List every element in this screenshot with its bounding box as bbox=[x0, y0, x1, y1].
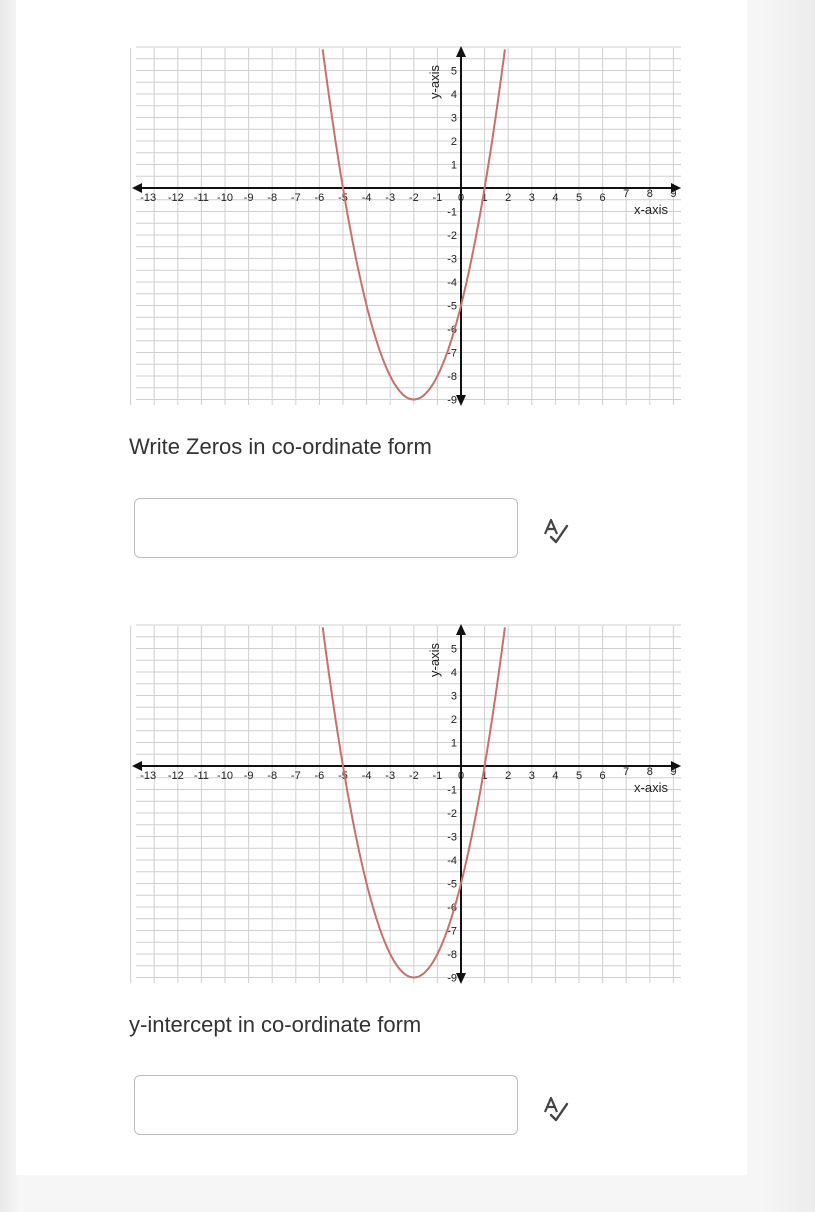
y-tick-label: 1 bbox=[450, 737, 457, 750]
x-tick-label: 9 bbox=[670, 188, 677, 200]
x-tick-label: 4 bbox=[552, 770, 559, 782]
y-intercept-answer-input[interactable] bbox=[134, 1075, 518, 1135]
x-tick-label: -6 bbox=[314, 192, 325, 204]
y-axis-arrow-down bbox=[456, 973, 466, 984]
x-axis-label: x-axis bbox=[634, 780, 668, 795]
y-tick-label: -2 bbox=[447, 230, 457, 242]
x-tick-label: -2 bbox=[408, 192, 419, 204]
x-tick-label: 5 bbox=[575, 770, 583, 782]
graph-zeros bbox=[128, 40, 688, 410]
x-tick-label: -5 bbox=[338, 192, 348, 204]
y-tick-label: 3 bbox=[450, 690, 457, 703]
y-tick-label: -4 bbox=[447, 855, 457, 867]
x-tick-label: -8 bbox=[267, 770, 278, 782]
spell-check-icon[interactable] bbox=[537, 1090, 573, 1126]
grid bbox=[131, 40, 681, 410]
x-tick-label: 2 bbox=[505, 770, 512, 782]
spell-check-icon[interactable] bbox=[537, 512, 573, 548]
x-tick-label: 4 bbox=[552, 192, 559, 204]
x-tick-label: 7 bbox=[623, 188, 630, 200]
x-tick-label: -1 bbox=[432, 770, 443, 782]
question-card bbox=[16, 0, 747, 1175]
x-tick-label: -4 bbox=[361, 770, 372, 782]
x-tick-label: 0 bbox=[457, 770, 465, 782]
y-tick-label: 3 bbox=[450, 112, 457, 125]
x-tick-label: -2 bbox=[408, 770, 419, 782]
x-tick-label: -3 bbox=[385, 192, 396, 204]
y-tick-label: -5 bbox=[447, 300, 457, 313]
x-tick-label: -9 bbox=[243, 192, 254, 204]
y-tick-label: -4 bbox=[447, 277, 457, 289]
question-prompt-zeros: Write Zeros in co-ordinate form bbox=[129, 434, 432, 459]
y-tick-label: -3 bbox=[447, 831, 457, 844]
y-tick-label: -5 bbox=[447, 878, 457, 891]
x-tick-label: 8 bbox=[646, 766, 653, 778]
x-tick-label: -4 bbox=[361, 192, 372, 204]
y-tick-label: -8 bbox=[447, 371, 457, 383]
x-tick-label: -13 bbox=[140, 192, 157, 204]
y-tick-label: 4 bbox=[450, 89, 457, 101]
y-axis-label: y-axis bbox=[427, 643, 442, 677]
y-tick-label: 4 bbox=[450, 667, 457, 679]
parabola-graph bbox=[128, 618, 688, 988]
x-tick-label: -1 bbox=[432, 192, 443, 204]
y-tick-label: -1 bbox=[447, 784, 457, 797]
x-tick-label: -7 bbox=[290, 192, 301, 204]
y-tick-label: -9 bbox=[447, 394, 457, 407]
x-tick-label: -3 bbox=[385, 770, 396, 782]
x-tick-label: 8 bbox=[646, 188, 653, 200]
y-tick-label: -3 bbox=[447, 253, 457, 266]
x-tick-label: -6 bbox=[314, 770, 325, 782]
x-axis-label: x-axis bbox=[634, 202, 668, 217]
x-tick-label: -11 bbox=[193, 192, 209, 204]
y-axis-label: y-axis bbox=[427, 65, 442, 99]
y-axis-arrow-up bbox=[456, 624, 466, 635]
x-tick-label: -13 bbox=[140, 770, 157, 782]
y-tick-label: -2 bbox=[447, 808, 457, 820]
y-tick-label: 2 bbox=[450, 714, 457, 726]
x-tick-label: 0 bbox=[457, 192, 465, 204]
x-tick-label: -12 bbox=[167, 192, 184, 204]
y-tick-label: 5 bbox=[450, 643, 457, 656]
x-tick-label: -9 bbox=[243, 770, 254, 782]
y-tick-label: -8 bbox=[447, 949, 457, 961]
graph-y-intercept bbox=[128, 618, 688, 988]
y-tick-label: 1 bbox=[450, 159, 457, 172]
x-tick-label: 3 bbox=[528, 770, 535, 782]
x-tick-label: 5 bbox=[575, 192, 583, 204]
y-tick-label: -1 bbox=[447, 206, 457, 219]
y-tick-label: -6 bbox=[447, 902, 457, 914]
x-tick-label: -12 bbox=[167, 770, 184, 782]
x-tick-label: -11 bbox=[193, 770, 209, 782]
y-tick-label: 5 bbox=[450, 65, 457, 78]
x-tick-label: 7 bbox=[623, 766, 630, 778]
x-tick-label: 6 bbox=[599, 192, 606, 204]
y-axis-arrow-down bbox=[456, 395, 466, 406]
y-tick-label: -9 bbox=[447, 972, 457, 985]
x-tick-label: -10 bbox=[217, 192, 233, 204]
parabola-graph bbox=[128, 40, 688, 410]
x-tick-label: 2 bbox=[505, 192, 512, 204]
x-tick-label: 3 bbox=[528, 192, 535, 204]
x-tick-label: 9 bbox=[670, 766, 677, 778]
y-tick-label: -7 bbox=[447, 925, 457, 938]
x-tick-label: -5 bbox=[338, 770, 348, 782]
y-tick-label: 2 bbox=[450, 136, 457, 148]
x-tick-label: 6 bbox=[599, 770, 606, 782]
zeros-answer-input[interactable] bbox=[134, 498, 518, 558]
x-tick-label: 1 bbox=[481, 192, 488, 204]
x-tick-label: -8 bbox=[267, 192, 278, 204]
y-tick-label: -6 bbox=[447, 324, 457, 336]
x-tick-label: 1 bbox=[481, 770, 488, 782]
x-tick-label: -10 bbox=[217, 770, 233, 782]
x-tick-label: -7 bbox=[290, 770, 301, 782]
grid bbox=[131, 618, 681, 988]
y-tick-label: -7 bbox=[447, 347, 457, 360]
y-axis-arrow-up bbox=[456, 46, 466, 57]
question-prompt-y-intercept: y-intercept in co-ordinate form bbox=[129, 1012, 422, 1037]
